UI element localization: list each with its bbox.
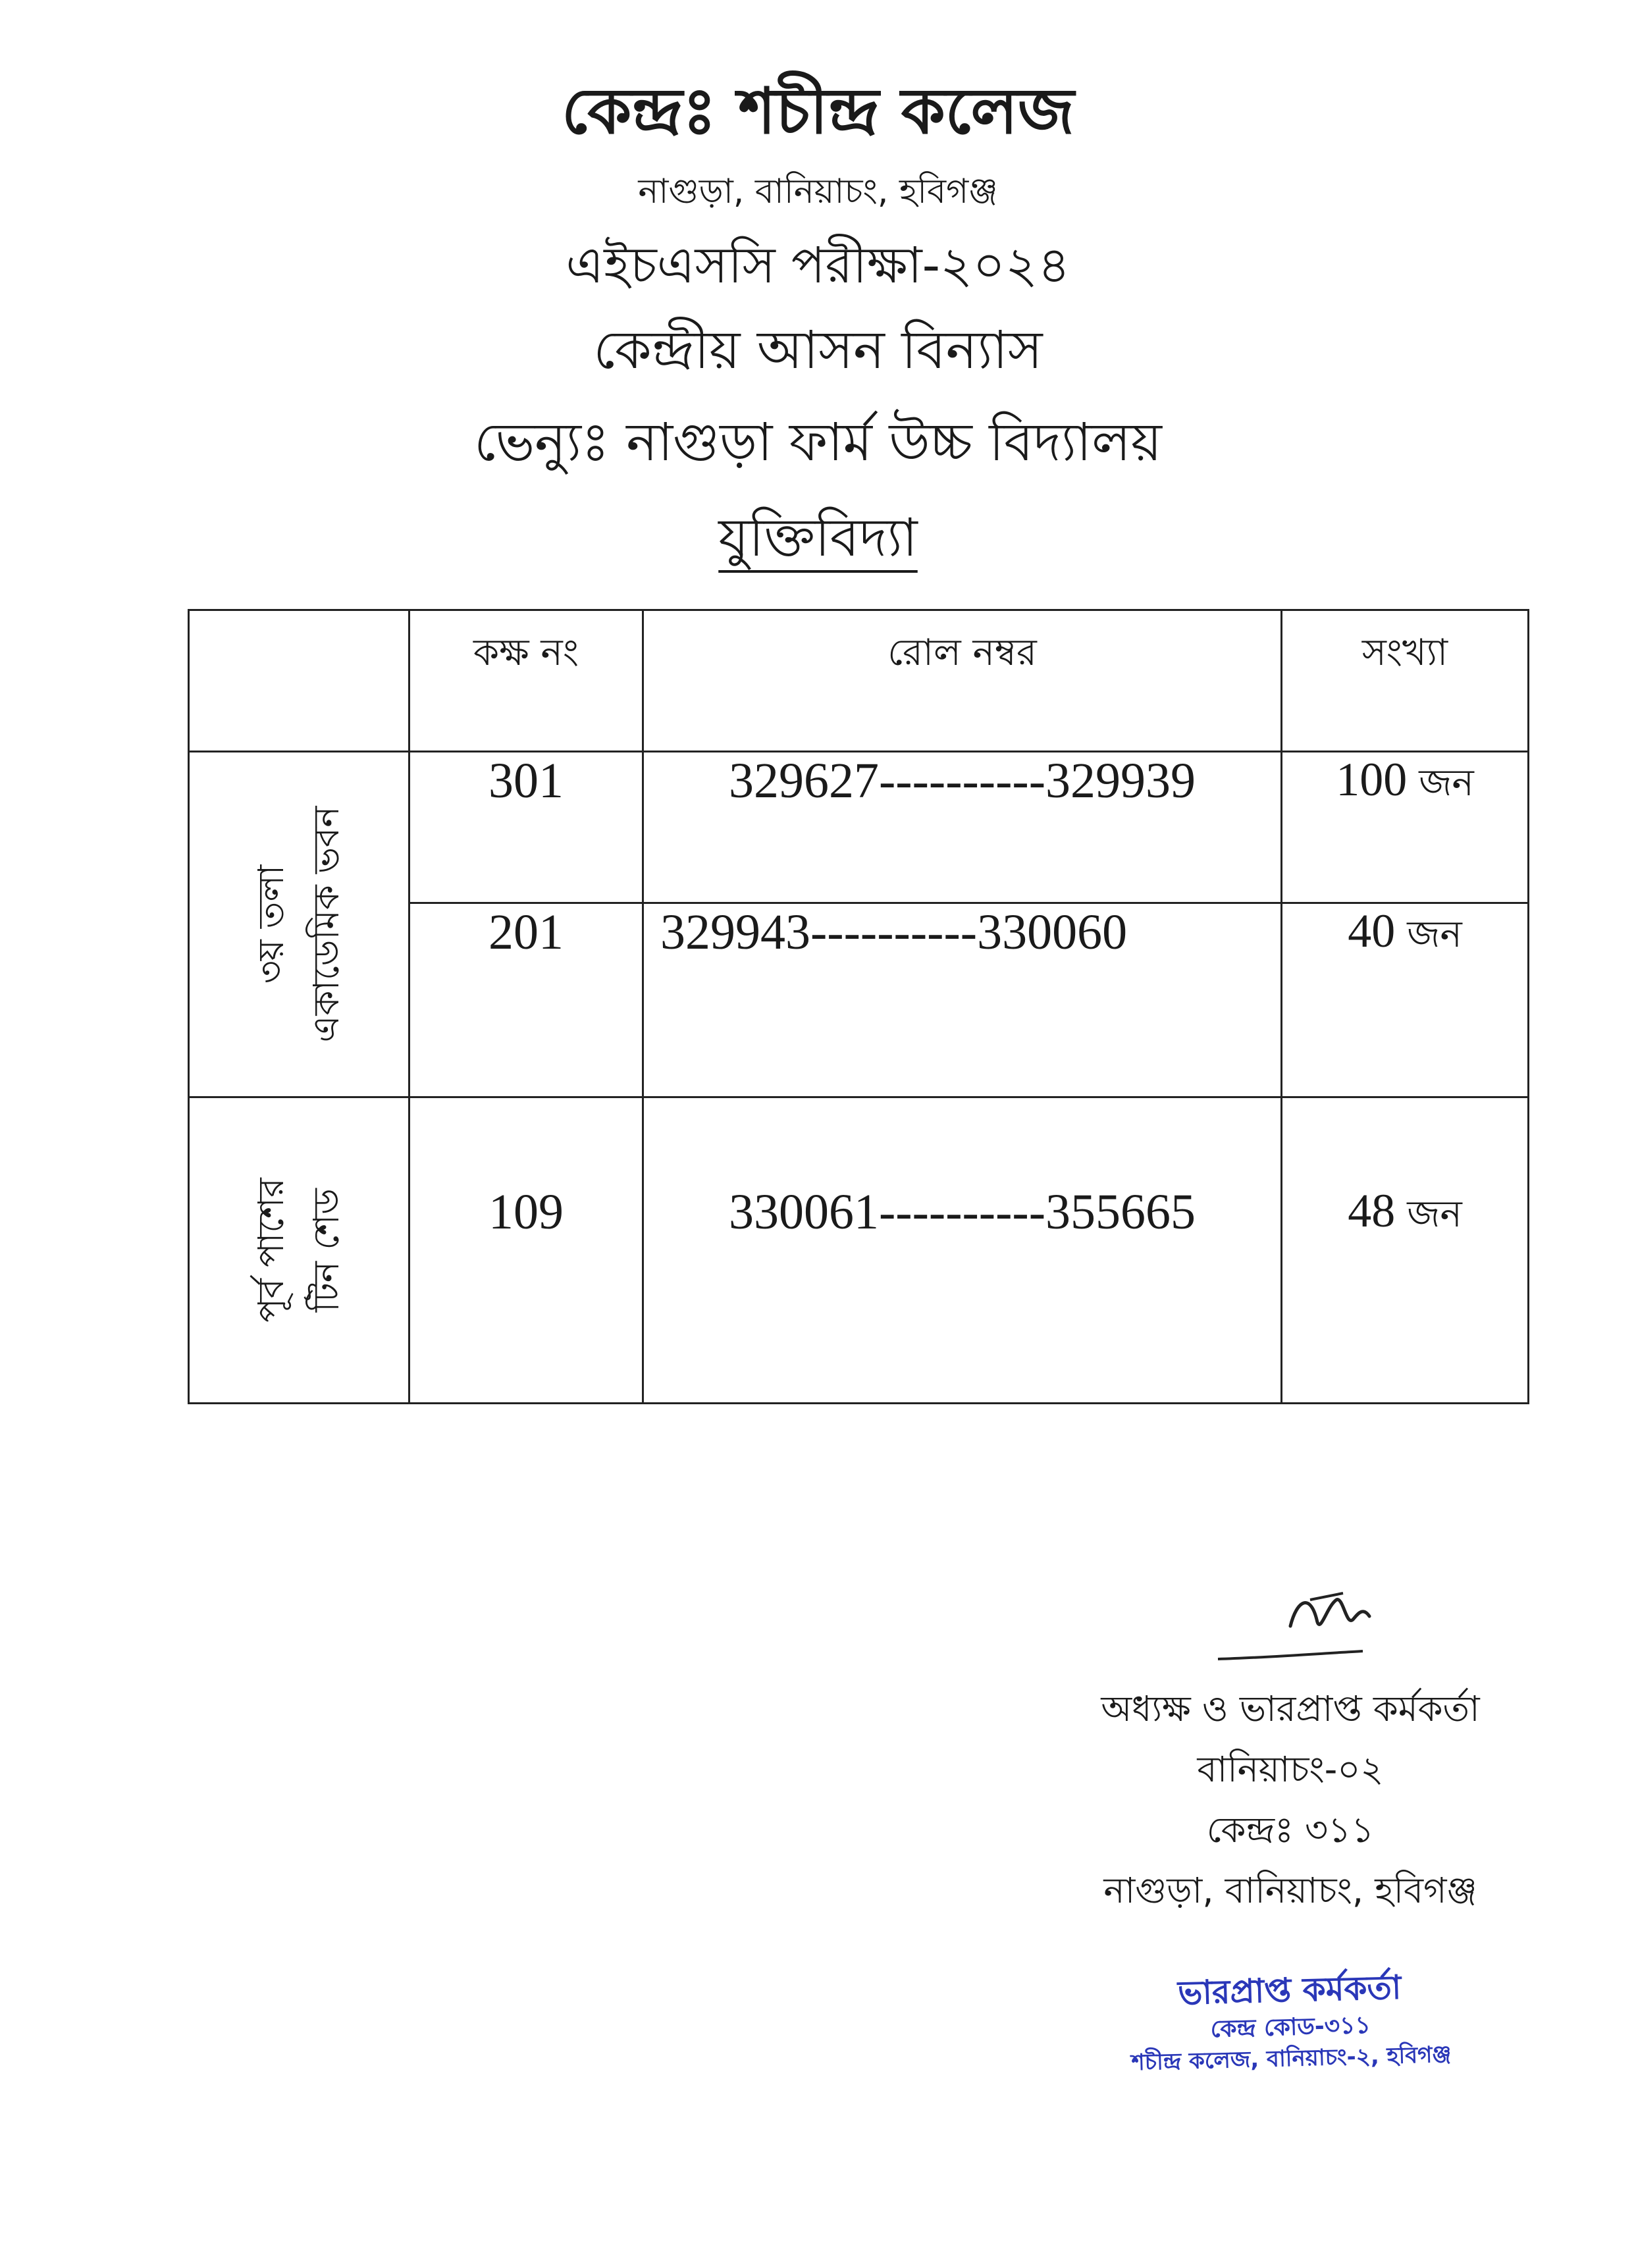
count-value: 100 <box>1336 753 1408 806</box>
count-unit: জন <box>1407 913 1462 956</box>
group-label-tin-shed <box>189 1097 409 1404</box>
room-number: 301 <box>409 752 643 903</box>
subject-label: যুক্তিবিদ্যা <box>718 507 918 568</box>
stamp-line1: ভারপ্রাপ্ত কর্মকর্তা <box>1177 1968 1402 2013</box>
signatory-title: অধ্যক্ষ ও ভারপ্রাপ্ত কর্মকর্তা <box>1101 1688 1480 1729</box>
center-title: কেন্দ্রঃ শচীন্দ্র কলেজ <box>562 74 1074 148</box>
signatory-line4: নাগুড়া, বানিয়াচং, হবিগঞ্জ <box>1103 1870 1477 1911</box>
student-count <box>1282 1097 1529 1404</box>
table-header-row <box>189 610 1529 752</box>
roll-range: 329627----------329939 <box>643 752 1282 903</box>
student-count <box>1282 903 1529 1097</box>
venue-title: ভেন্যুঃ নাগুড়া ফার্ম উচ্চ বিদ্যালয় <box>474 411 1162 473</box>
table-row <box>189 752 1529 903</box>
subject-title <box>0 497 1636 585</box>
group-label-line1: পূর্ব পাশের <box>250 1178 292 1323</box>
seat-plan-table <box>188 609 1529 1404</box>
center-address: নাগুড়া, বানিয়াচং, হবিগঞ্জ <box>638 172 998 211</box>
group-label-text <box>244 806 354 1043</box>
group-label-line2: টিন শেড <box>305 1188 347 1312</box>
roll-range: 329943----------330060 <box>643 903 1282 1097</box>
room-number: 201 <box>409 903 643 1097</box>
count-unit: জন <box>1407 1193 1462 1236</box>
group-label-academic <box>189 752 409 1097</box>
student-count <box>1282 752 1529 903</box>
group-label-text <box>244 1178 354 1323</box>
room-number: 109 <box>409 1097 643 1404</box>
signature-mark <box>1211 1580 1422 1672</box>
official-stamp <box>1105 1964 1476 2079</box>
table-row <box>189 1097 1529 1404</box>
signatory-block <box>1027 1679 1554 1921</box>
header-building <box>189 610 409 752</box>
signatory-line2: বানিয়াচং-০২ <box>1197 1749 1384 1790</box>
count-unit: জন <box>1419 762 1474 804</box>
group-label-line1: ৩য় তলা <box>250 864 292 984</box>
header-roll-no: রোল নম্বর <box>643 610 1282 752</box>
header-count: সংখ্যা <box>1282 610 1529 752</box>
stamp-line3: শচীন্দ্র কলেজ, বানিয়াচং-২, হবিগঞ্জ <box>1131 2041 1452 2076</box>
seat-plan-title: কেন্দ্রীয় আসন বিন্যাস <box>593 319 1043 381</box>
signatory-line3: কেন্দ্রঃ ৩১১ <box>1206 1809 1375 1851</box>
count-value: 48 <box>1348 1184 1396 1237</box>
count-value: 40 <box>1348 905 1396 957</box>
stamp-line2: কেন্দ্র কোড-৩১১ <box>1210 2011 1371 2044</box>
header-room-no: কক্ষ নং <box>409 610 643 752</box>
exam-title: এইচএসসি পরীক্ষা-২০২৪ <box>566 236 1070 294</box>
group-label-line2: একাডেমিক ভবন <box>305 806 347 1043</box>
roll-range: 330061----------355665 <box>643 1097 1282 1404</box>
